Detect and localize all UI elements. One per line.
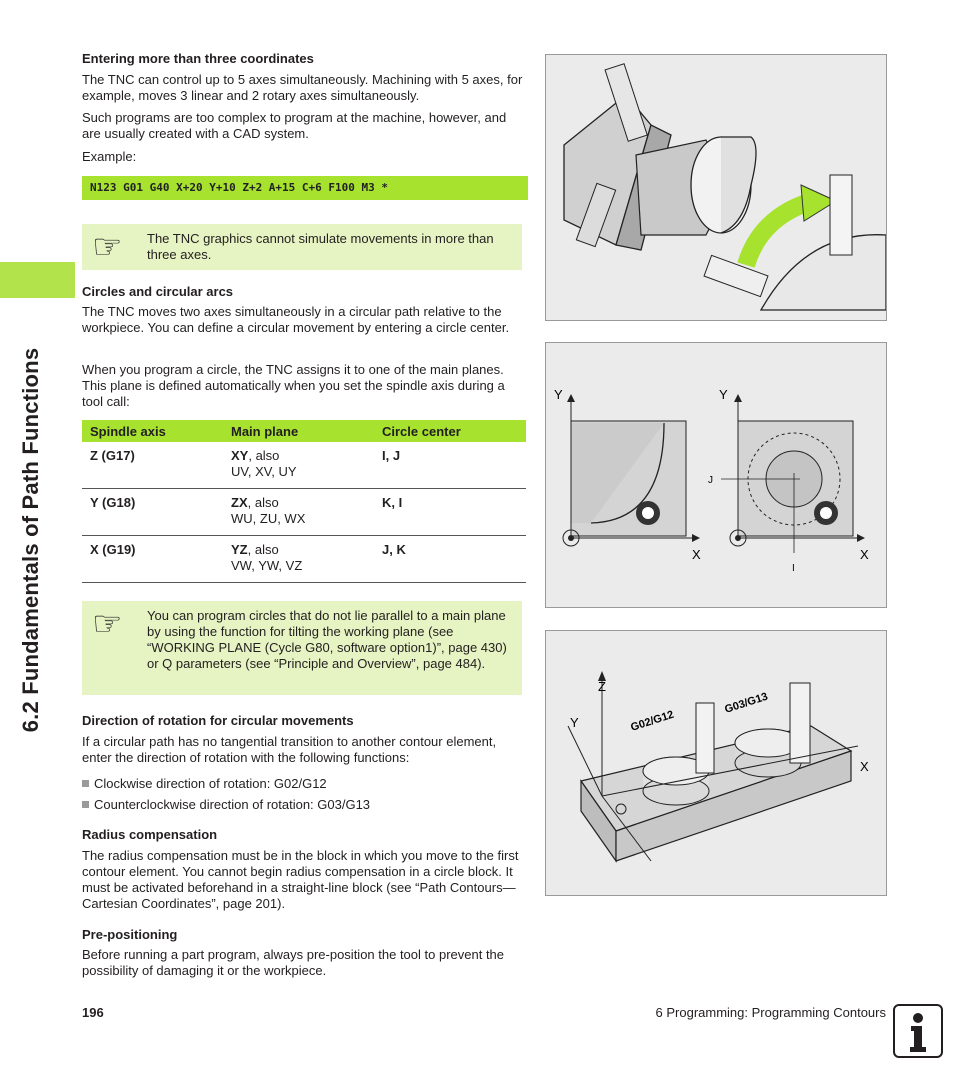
axis-label-x-right: X [860, 547, 869, 562]
figure-circle-center [545, 342, 887, 608]
table-cell-axis: Z (G17) [90, 448, 135, 463]
pointing-hand-icon: ☞ [92, 605, 123, 643]
para-coords-2: Such programs are too complex to program at the machine, however, and are usually created with a CAD system. [82, 110, 507, 141]
heading-prepositioning: Pre-positioning [82, 927, 178, 942]
heading-circles: Circles and circular arcs [82, 284, 234, 299]
table-cell-plane: ZX [231, 495, 248, 510]
axis-label-y: Y [570, 715, 579, 730]
example-label: Example: [82, 149, 137, 164]
note-tilting [82, 601, 522, 695]
table-cell-axis: X (G19) [90, 542, 136, 557]
chapter-footer: 6 Programming: Programming Contours [655, 1005, 886, 1020]
table-cell-axis: Y (G18) [90, 495, 136, 510]
bullet-icon [82, 801, 89, 808]
axis-label-y-right: Y [719, 387, 728, 402]
heading-coordinates: Entering more than three coordinates [82, 51, 314, 66]
axis-label-z: Z [598, 679, 606, 694]
circle-center-diagram [546, 343, 886, 607]
bullet-counterclockwise: Counterclockwise direction of rotation: G03/G13 [82, 797, 370, 813]
table-header: Spindle axis [82, 420, 223, 442]
para-prepositioning: Before running a part program, always pre-position the tool to prevent the possibility of damaging it or the workpiece. [82, 947, 505, 978]
figure-five-axis [545, 54, 887, 321]
table-cell-center: J, K [382, 542, 406, 557]
bullet-icon [82, 780, 89, 787]
para-radius: The radius compensation must be in the block in which you move to the first contour element. You cannot begin radius compensation in a circle block. It must be activated beforehand in a straight-line block (see “Path Contours—Cartesian Coordinates”, page 201). [82, 848, 519, 911]
table-header: Circle center [374, 420, 526, 442]
axis-label-x-left: X [692, 547, 701, 562]
note-tilting-text: You can program circles that do not lie parallel to a main plane by using the function for tilting the working plane (see “WORKING PLANE (Cycle G80, software option1)”, page 430) or Q parameters (see “Principle and Overview”, page 484). [147, 608, 507, 671]
five-axis-illustration [546, 55, 886, 320]
pointing-hand-icon: ☞ [92, 228, 123, 266]
heading-radius: Radius compensation [82, 827, 218, 842]
rotation-direction-diagram [546, 631, 886, 895]
code-example: N123 G01 G40 X+20 Y+10 Z+2 A+15 C+6 F100 M3 * [82, 176, 528, 200]
para-direction: If a circular path has no tangential transition to another contour element, enter the direction of rotation with the following functions: [82, 734, 497, 765]
table-cell-center: I, J [382, 448, 401, 463]
bullet-clockwise: Clockwise direction of rotation: G02/G12 [82, 776, 327, 792]
label-g03: G03/G13 [723, 690, 770, 716]
para-circles-1: The TNC moves two axes simultaneously in a circular path relative to the workpiece. You can define a circular movement by entering a circle center. [82, 304, 510, 335]
label-j: J [708, 475, 713, 486]
table-cell-plane-also-label: , also [248, 448, 280, 463]
axis-label-y-left: Y [554, 387, 563, 402]
label-i: I [792, 563, 795, 574]
table-cell-plane-also: VW, YW, VZ [231, 558, 303, 573]
figure-rotation-direction [545, 630, 887, 896]
info-icon [893, 1004, 943, 1058]
heading-direction: Direction of rotation for circular movements [82, 713, 354, 728]
page-number: 196 [82, 1005, 104, 1020]
spindle-axis-table [82, 420, 526, 583]
note-graphics-text: The TNC graphics cannot simulate movements in more than three axes. [147, 231, 494, 262]
label-g02: G02/G12 [629, 708, 676, 734]
para-circles-2: When you program a circle, the TNC assigns it to one of the main planes. This plane is defined automatically when you set the spindle axis during a tool call: [82, 362, 505, 409]
table-cell-plane-also-label: , also [247, 495, 279, 510]
table-cell-center: K, I [382, 495, 403, 510]
table-row [82, 442, 526, 489]
table-cell-plane-also-label: , also [247, 542, 279, 557]
axis-label-x: X [860, 759, 869, 774]
table-row [82, 536, 526, 583]
para-coords-1: The TNC can control up to 5 axes simultaneously. Machining with 5 axes, for example, moves 3 linear and 2 rotary axes simultaneously. [82, 72, 523, 103]
table-cell-plane: XY [231, 448, 249, 463]
chapter-tab [0, 262, 75, 298]
table-cell-plane: YZ [231, 542, 248, 557]
note-graphics [82, 224, 522, 270]
table-header-row [82, 420, 526, 442]
table-cell-plane-also: UV, XV, UY [231, 464, 297, 479]
table-header: Main plane [223, 420, 374, 442]
table-row [82, 489, 526, 536]
table-cell-plane-also: WU, ZU, WX [231, 511, 306, 526]
